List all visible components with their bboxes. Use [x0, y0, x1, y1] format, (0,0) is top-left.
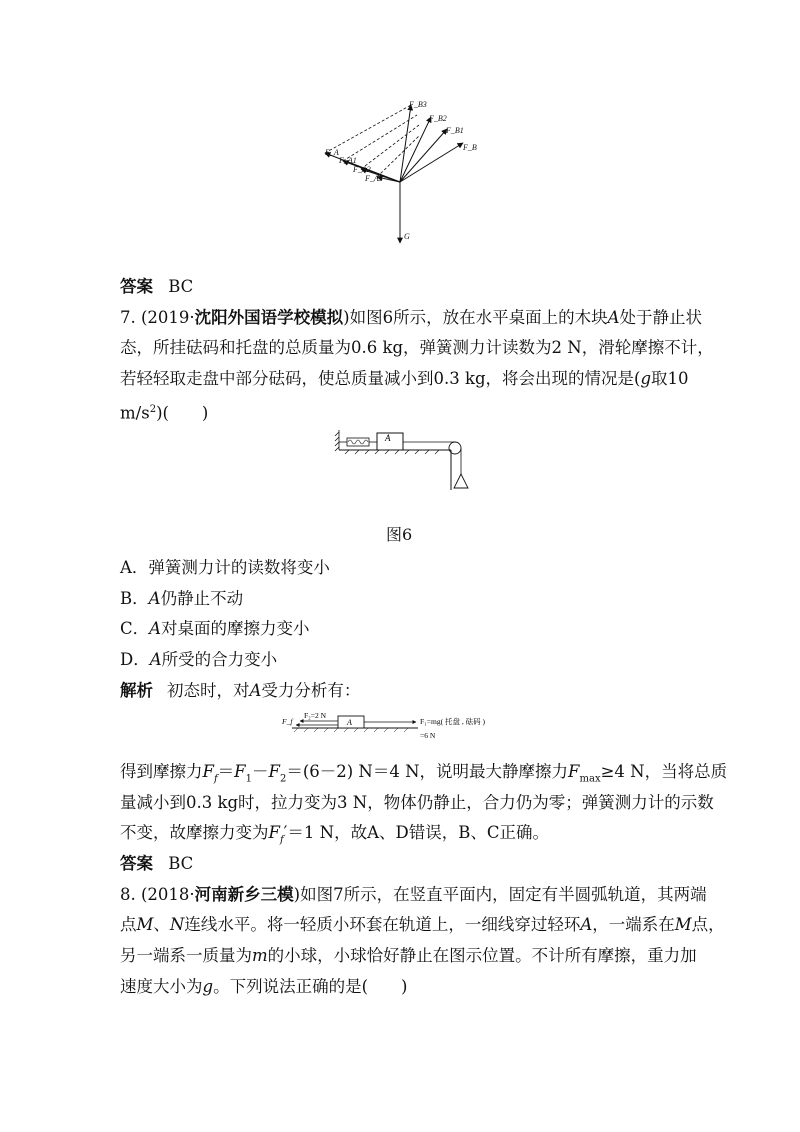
label-FB1: F_B1: [446, 126, 464, 135]
pulley: [449, 442, 461, 454]
analysis-block-label: A: [347, 718, 352, 727]
q8-var-N: N: [169, 915, 185, 934]
force-diagram: [315, 95, 495, 250]
q7-var-g: g: [640, 369, 652, 388]
q7-text: )如图6所示，放在水平桌面上的木块: [343, 308, 608, 327]
q8-l2-d: ，一端系在: [592, 915, 675, 934]
q8-l2-c: 连线水平。将一轻质小环套在轨道上，一细线穿过轻环: [184, 915, 581, 934]
label-FA2: F_A2: [353, 165, 371, 174]
vector-FB1: [400, 129, 447, 182]
analysis-text-b: 受力分析有：: [261, 681, 361, 700]
a2-Fmax-sub: max: [579, 773, 601, 785]
q8-line-3: [120, 944, 697, 968]
q7-text-end: 处于静止状: [619, 308, 703, 327]
option-D-text: 所受的合力变小: [161, 650, 278, 669]
option-B-var: A: [148, 589, 161, 608]
spring-balance: [347, 438, 369, 446]
q8-number: 8. (2018·: [120, 885, 195, 904]
force-analysis-diagram: [278, 708, 540, 746]
option-D: [120, 648, 277, 672]
q8-l3-a: 另一端系一质量为: [120, 946, 252, 965]
q8-source: 河南新乡三模: [194, 885, 294, 904]
block-A-label: A: [385, 433, 391, 443]
a2-F1-sub: 1: [245, 773, 252, 785]
q7-line3-a: 若轻轻取走盘中部分砝码，使总质量减小到0.3 kg，将会出现的情况是(: [120, 369, 641, 388]
label-FA1: F_A1: [339, 156, 357, 165]
answer-label: 答案: [120, 277, 153, 296]
q7-blank: )( ): [156, 403, 209, 423]
q8-l2-e: 点，: [691, 915, 725, 934]
a2-minus: －: [251, 762, 269, 781]
a2-eq: ＝: [217, 762, 235, 781]
q8-line-1: [120, 883, 707, 907]
figure-6: [333, 428, 473, 500]
option-B: [120, 587, 243, 611]
q8-l2-b: 、: [153, 915, 170, 934]
q8-var-M2: M: [674, 915, 692, 934]
option-B-text: 仍静止不动: [160, 589, 244, 608]
a2-text-e: ≥4 N，当将总质: [600, 762, 728, 781]
q8-text: )如图7所示，在竖直平面内，固定有半圆弧轨道，其两端: [293, 885, 707, 904]
figure-6-caption: 图6: [386, 525, 413, 544]
a2-F2: F: [268, 762, 280, 781]
q8-line-2: [120, 913, 725, 937]
q8-var-A: A: [580, 915, 593, 934]
option-A-text: 弹簧测力计的读数将变小: [148, 558, 330, 577]
answer2-label: 答案: [120, 854, 153, 873]
option-C-lead: C．: [120, 619, 150, 638]
a4-F-sub: f: [279, 834, 284, 846]
q7-line-2: 态，所挂砝码和托盘的总质量为0.6 kg，弹簧测力计读数为2 N，滑轮摩擦不计，: [120, 338, 714, 357]
a2-text-d: ＝(6－2) N＝4 N，说明最大静摩擦力: [286, 762, 569, 781]
q7-var-A: A: [607, 308, 620, 327]
label-F1: F₁=mg( 托盘 , 砝码 ): [420, 717, 485, 726]
q7-line-3: [120, 367, 689, 391]
option-C: [120, 617, 310, 641]
a2-Fmax: F: [568, 762, 580, 781]
option-C-text: 对桌面的摩擦力变小: [161, 619, 310, 638]
answer-line-2: [120, 852, 193, 876]
q7-line-1: [120, 306, 702, 330]
q8-l2-a: 点: [120, 915, 137, 934]
analysis-line-4: [120, 821, 549, 852]
option-D-lead: D．: [120, 650, 150, 669]
label-FB2: F_B2: [429, 114, 447, 123]
option-A: [120, 556, 330, 580]
analysis-var-A: A: [249, 681, 262, 700]
a2-F2-sub: 2: [279, 773, 287, 785]
a4-text-b: ′＝1 N，故A、D错误，B、C正确。: [283, 823, 549, 842]
q8-var-M: M: [136, 915, 154, 934]
q8-var-m: m: [252, 946, 268, 965]
label-FA3: F_A3: [365, 174, 383, 183]
a2-Ff-sub: f: [213, 773, 218, 785]
q8-l4-b: 。下列说法正确的是( ): [213, 977, 408, 996]
q8-l3-b: 的小球，小球恰好静止在图示位置。不计所有摩擦，重力加: [267, 946, 697, 965]
label-F2: F₂=2 N: [304, 711, 327, 720]
label-FA: F_A: [325, 148, 339, 157]
q7-unit: m/s: [120, 403, 150, 423]
answer-line-1: [120, 275, 193, 299]
label-FB: F_B: [463, 143, 477, 152]
option-C-var: A: [149, 619, 162, 638]
a4-F: F: [268, 823, 280, 842]
q7-unit-sup: 2: [149, 404, 157, 415]
a2-Ff: F: [202, 762, 214, 781]
a2-F1: F: [234, 762, 246, 781]
analysis-line-3: 量减小到0.3 kg时，拉力变为3 N，物体仍静止，合力仍为零；弹簧测力计的示数: [120, 793, 714, 812]
option-D-var: A: [149, 650, 162, 669]
option-B-lead: B．: [120, 589, 149, 608]
label-Ff: F_f: [282, 717, 293, 726]
weight-tray: [454, 474, 468, 488]
q8-l4-a: 速度大小为: [120, 977, 203, 996]
analysis-label: 解析: [120, 681, 153, 700]
option-A-lead: A．: [120, 558, 149, 577]
label-G: G: [404, 232, 410, 241]
a4-text-a: 不变，故摩擦力变为: [120, 823, 269, 842]
answer2-value: BC: [168, 854, 194, 873]
label-eq6: =6 N: [420, 731, 436, 740]
q7-line3-b: 取10: [651, 369, 689, 388]
label-FB3: F_B3: [409, 100, 427, 109]
q7-line-4: [120, 398, 208, 426]
a2-text-a: 得到摩擦力: [120, 762, 203, 781]
analysis-text-a: 初态时，对: [167, 681, 250, 700]
analysis-line-2: [120, 760, 727, 791]
q8-var-g: g: [202, 977, 214, 996]
q7-source: 沈阳外国语学校模拟: [194, 308, 344, 327]
q8-line-4: [120, 975, 407, 999]
answer-value: BC: [168, 277, 194, 296]
analysis-line-1: [120, 679, 360, 703]
q7-number: 7. (2019·: [120, 308, 195, 327]
